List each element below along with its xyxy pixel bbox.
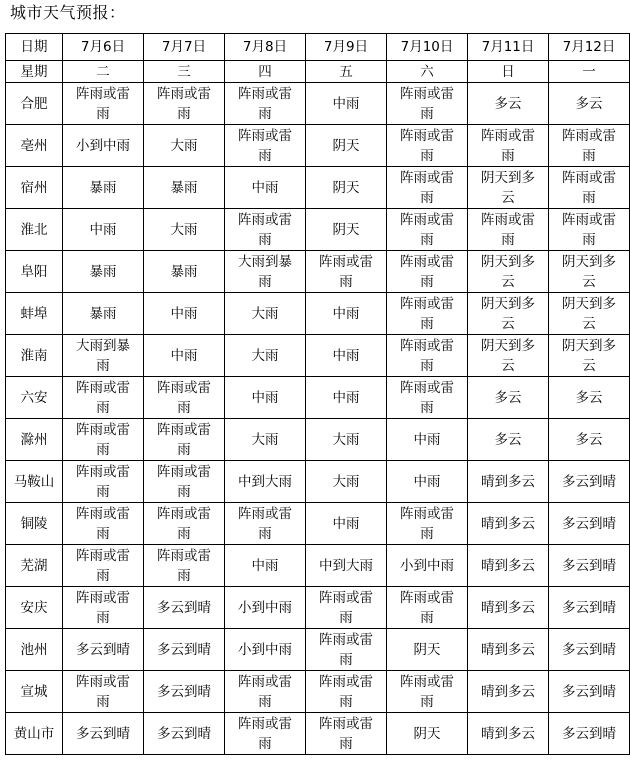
forecast-cell	[549, 461, 630, 503]
forecast-text: 多云到晴	[562, 683, 616, 700]
forecast-cell	[549, 251, 630, 293]
forecast-text: 阵雨或雷雨	[319, 715, 373, 752]
forecast-cell	[144, 293, 225, 335]
forecast-cell	[387, 125, 468, 167]
city-name: 合肥	[6, 83, 63, 125]
forecast-cell	[468, 461, 549, 503]
forecast-text: 大雨	[332, 473, 360, 490]
forecast-cell	[306, 251, 387, 293]
city-row	[6, 461, 630, 503]
forecast-text: 阴天	[413, 725, 441, 742]
forecast-cell	[549, 167, 630, 209]
forecast-text: 阵雨或雷雨	[157, 379, 211, 416]
forecast-cell	[144, 671, 225, 713]
forecast-cell	[549, 503, 630, 545]
city-row	[6, 167, 630, 209]
forecast-cell	[63, 671, 144, 713]
forecast-text: 阴天到多云	[562, 253, 616, 290]
forecast-text: 大雨	[251, 431, 279, 448]
forecast-text: 阵雨或雷雨	[319, 673, 373, 710]
forecast-text: 中雨	[251, 179, 279, 196]
forecast-text: 阵雨或雷雨	[562, 211, 616, 248]
city-name: 滁州	[6, 419, 63, 461]
forecast-text: 阵雨或雷雨	[400, 295, 454, 332]
date-corner-label: 日期	[6, 34, 63, 61]
forecast-text: 阵雨或雷雨	[238, 85, 292, 122]
forecast-text: 阵雨或雷雨	[76, 379, 130, 416]
forecast-text: 阵雨或雷雨	[76, 85, 130, 122]
forecast-text: 中到大雨	[319, 557, 373, 574]
forecast-text: 暴雨	[89, 179, 117, 196]
forecast-cell	[387, 545, 468, 587]
forecast-text: 中雨	[413, 431, 441, 448]
forecast-cell	[144, 461, 225, 503]
date-cell: 7月6日	[63, 34, 144, 61]
weekday-cell: 日	[468, 61, 549, 83]
forecast-cell	[63, 377, 144, 419]
forecast-text: 小到中雨	[76, 137, 130, 154]
forecast-cell	[306, 461, 387, 503]
forecast-text: 小到中雨	[238, 641, 292, 658]
forecast-cell	[144, 125, 225, 167]
city-row	[6, 209, 630, 251]
forecast-text: 中雨	[332, 515, 360, 532]
city-row	[6, 83, 630, 125]
forecast-cell	[468, 167, 549, 209]
forecast-text: 中雨	[332, 347, 360, 364]
forecast-cell	[468, 503, 549, 545]
forecast-text: 阵雨或雷雨	[400, 85, 454, 122]
forecast-cell	[144, 209, 225, 251]
forecast-cell	[387, 461, 468, 503]
forecast-text: 中雨	[413, 473, 441, 490]
city-row	[6, 251, 630, 293]
city-row	[6, 377, 630, 419]
forecast-cell	[306, 167, 387, 209]
forecast-text: 阵雨或雷雨	[76, 589, 130, 626]
forecast-text: 暴雨	[170, 263, 198, 280]
forecast-cell	[306, 209, 387, 251]
forecast-cell	[225, 83, 306, 125]
forecast-text: 阴天	[332, 137, 360, 154]
forecast-cell	[63, 209, 144, 251]
city-name: 六安	[6, 377, 63, 419]
forecast-text: 晴到多云	[481, 683, 535, 700]
forecast-text: 多云到晴	[157, 683, 211, 700]
forecast-cell	[549, 419, 630, 461]
forecast-text: 阵雨或雷雨	[319, 631, 373, 668]
forecast-text: 多云	[494, 95, 522, 112]
city-name: 宿州	[6, 167, 63, 209]
weekday-cell: 四	[225, 61, 306, 83]
forecast-cell	[63, 503, 144, 545]
forecast-cell	[225, 419, 306, 461]
forecast-cell	[468, 671, 549, 713]
forecast-cell	[468, 209, 549, 251]
forecast-text: 阵雨或雷雨	[76, 421, 130, 458]
forecast-cell	[144, 419, 225, 461]
forecast-text: 暴雨	[170, 179, 198, 196]
forecast-cell	[387, 335, 468, 377]
forecast-text: 阵雨或雷雨	[400, 589, 454, 626]
city-name: 芜湖	[6, 545, 63, 587]
forecast-text: 阵雨或雷雨	[400, 169, 454, 206]
forecast-cell	[63, 461, 144, 503]
forecast-cell	[306, 335, 387, 377]
forecast-text: 晴到多云	[481, 473, 535, 490]
forecast-cell	[468, 251, 549, 293]
forecast-text: 阵雨或雷雨	[319, 589, 373, 626]
forecast-text: 多云到晴	[157, 599, 211, 616]
forecast-text: 中雨	[332, 95, 360, 112]
forecast-text: 阴天到多云	[481, 337, 535, 374]
forecast-cell	[306, 125, 387, 167]
forecast-cell	[549, 83, 630, 125]
forecast-text: 阵雨或雷雨	[76, 673, 130, 710]
forecast-cell	[387, 83, 468, 125]
forecast-text: 阵雨或雷雨	[157, 85, 211, 122]
forecast-text: 小到中雨	[400, 557, 454, 574]
forecast-text: 多云	[494, 431, 522, 448]
weekday-cell: 一	[549, 61, 630, 83]
forecast-cell	[225, 251, 306, 293]
forecast-cell	[63, 419, 144, 461]
forecast-cell	[225, 125, 306, 167]
forecast-text: 阵雨或雷雨	[238, 673, 292, 710]
forecast-text: 阵雨或雷雨	[238, 505, 292, 542]
forecast-text: 晴到多云	[481, 557, 535, 574]
forecast-text: 阵雨或雷雨	[562, 169, 616, 206]
forecast-cell	[549, 629, 630, 671]
city-row	[6, 419, 630, 461]
date-cell: 7月7日	[144, 34, 225, 61]
forecast-text: 中雨	[170, 347, 198, 364]
forecast-cell	[306, 419, 387, 461]
forecast-text: 多云到晴	[157, 725, 211, 742]
forecast-cell	[63, 335, 144, 377]
forecast-text: 阵雨或雷雨	[481, 211, 535, 248]
forecast-text: 阴天到多云	[562, 295, 616, 332]
forecast-text: 晴到多云	[481, 641, 535, 658]
city-name: 黄山市	[6, 713, 63, 755]
forecast-text: 阵雨或雷雨	[157, 547, 211, 584]
forecast-text: 阵雨或雷雨	[157, 505, 211, 542]
date-cell: 7月10日	[387, 34, 468, 61]
forecast-text: 阴天到多云	[481, 253, 535, 290]
forecast-cell	[63, 83, 144, 125]
forecast-cell	[63, 713, 144, 755]
forecast-text: 多云	[575, 389, 603, 406]
forecast-cell	[144, 629, 225, 671]
city-row	[6, 671, 630, 713]
forecast-cell	[144, 503, 225, 545]
forecast-cell	[225, 377, 306, 419]
forecast-cell	[225, 461, 306, 503]
forecast-cell	[144, 167, 225, 209]
forecast-cell	[225, 293, 306, 335]
forecast-text: 中到大雨	[238, 473, 292, 490]
forecast-cell	[63, 545, 144, 587]
forecast-cell	[144, 251, 225, 293]
forecast-text: 小到中雨	[238, 599, 292, 616]
forecast-text: 多云到晴	[562, 641, 616, 658]
forecast-cell	[549, 209, 630, 251]
city-name: 宣城	[6, 671, 63, 713]
forecast-text: 多云到晴	[76, 641, 130, 658]
forecast-cell	[468, 713, 549, 755]
forecast-text: 阵雨或雷雨	[400, 337, 454, 374]
forecast-cell	[549, 545, 630, 587]
forecast-text: 阵雨或雷雨	[157, 463, 211, 500]
city-name: 阜阳	[6, 251, 63, 293]
forecast-text: 阵雨或雷雨	[76, 505, 130, 542]
forecast-text: 中雨	[251, 389, 279, 406]
forecast-text: 阴天	[332, 179, 360, 196]
city-name: 池州	[6, 629, 63, 671]
forecast-text: 多云到晴	[157, 641, 211, 658]
forecast-cell	[306, 629, 387, 671]
forecast-cell	[144, 377, 225, 419]
forecast-cell	[549, 293, 630, 335]
forecast-cell	[468, 293, 549, 335]
forecast-cell	[306, 671, 387, 713]
forecast-text: 多云到晴	[562, 557, 616, 574]
forecast-cell	[387, 587, 468, 629]
city-row	[6, 293, 630, 335]
date-cell: 7月12日	[549, 34, 630, 61]
date-cell: 7月11日	[468, 34, 549, 61]
forecast-text: 阵雨或雷雨	[562, 127, 616, 164]
forecast-cell	[144, 587, 225, 629]
city-name: 安庆	[6, 587, 63, 629]
forecast-cell	[549, 587, 630, 629]
forecast-cell	[468, 83, 549, 125]
forecast-text: 暴雨	[89, 305, 117, 322]
forecast-cell	[549, 713, 630, 755]
forecast-cell	[225, 335, 306, 377]
forecast-text: 阵雨或雷雨	[319, 253, 373, 290]
forecast-cell	[387, 671, 468, 713]
weekday-corner-label: 星期	[6, 61, 63, 83]
forecast-text: 中雨	[332, 305, 360, 322]
forecast-cell	[306, 545, 387, 587]
forecast-text: 阵雨或雷雨	[238, 211, 292, 248]
forecast-cell	[225, 671, 306, 713]
forecast-text: 阵雨或雷雨	[157, 421, 211, 458]
forecast-text: 中雨	[251, 557, 279, 574]
forecast-cell	[387, 377, 468, 419]
forecast-cell	[387, 713, 468, 755]
forecast-cell	[387, 629, 468, 671]
date-cell: 7月9日	[306, 34, 387, 61]
forecast-cell	[468, 335, 549, 377]
forecast-cell	[225, 167, 306, 209]
forecast-text: 阴天到多云	[481, 169, 535, 206]
forecast-cell	[63, 251, 144, 293]
forecast-cell	[468, 377, 549, 419]
forecast-text: 暴雨	[89, 263, 117, 280]
forecast-cell	[306, 503, 387, 545]
forecast-cell	[225, 545, 306, 587]
forecast-cell	[306, 293, 387, 335]
forecast-cell	[225, 587, 306, 629]
city-row	[6, 713, 630, 755]
city-row	[6, 545, 630, 587]
forecast-cell	[63, 167, 144, 209]
forecast-cell	[387, 167, 468, 209]
city-name: 铜陵	[6, 503, 63, 545]
forecast-cell	[306, 377, 387, 419]
forecast-text: 阵雨或雷雨	[400, 211, 454, 248]
forecast-text: 大雨	[170, 137, 198, 154]
forecast-cell	[63, 587, 144, 629]
forecast-text: 多云到晴	[76, 725, 130, 742]
forecast-cell	[225, 209, 306, 251]
forecast-cell	[306, 83, 387, 125]
forecast-text: 阵雨或雷雨	[481, 127, 535, 164]
forecast-cell	[306, 713, 387, 755]
forecast-cell	[468, 587, 549, 629]
forecast-cell	[63, 125, 144, 167]
forecast-cell	[144, 335, 225, 377]
forecast-text: 多云到晴	[562, 515, 616, 532]
forecast-text: 大雨	[170, 221, 198, 238]
forecast-cell	[387, 419, 468, 461]
forecast-text: 阵雨或雷雨	[400, 673, 454, 710]
forecast-text: 阴天到多云	[562, 337, 616, 374]
forecast-text: 中雨	[332, 389, 360, 406]
city-name: 淮北	[6, 209, 63, 251]
forecast-text: 多云	[494, 389, 522, 406]
forecast-text: 阴天	[332, 221, 360, 238]
city-name: 亳州	[6, 125, 63, 167]
forecast-cell	[468, 629, 549, 671]
page-title: 城市天气预报：	[10, 3, 126, 22]
date-header-row	[6, 34, 630, 61]
forecast-text: 晴到多云	[481, 515, 535, 532]
forecast-text: 晴到多云	[481, 725, 535, 742]
forecast-cell	[225, 503, 306, 545]
forecast-text: 多云到晴	[562, 725, 616, 742]
forecast-cell	[549, 671, 630, 713]
forecast-text: 多云到晴	[562, 473, 616, 490]
forecast-text: 大雨到暴雨	[238, 253, 292, 290]
forecast-text: 阵雨或雷雨	[76, 463, 130, 500]
forecast-text: 大雨	[251, 347, 279, 364]
weekday-cell: 六	[387, 61, 468, 83]
city-row	[6, 335, 630, 377]
forecast-text: 阴天	[413, 641, 441, 658]
forecast-text: 阵雨或雷雨	[400, 505, 454, 542]
date-cell: 7月8日	[225, 34, 306, 61]
forecast-cell	[468, 545, 549, 587]
forecast-cell	[549, 125, 630, 167]
city-name: 蚌埠	[6, 293, 63, 335]
forecast-cell	[468, 125, 549, 167]
forecast-text: 阵雨或雷雨	[238, 715, 292, 752]
weekday-row	[6, 61, 630, 83]
forecast-cell	[225, 713, 306, 755]
city-row	[6, 125, 630, 167]
forecast-text: 晴到多云	[481, 599, 535, 616]
weekday-cell: 五	[306, 61, 387, 83]
forecast-cell	[306, 587, 387, 629]
forecast-text: 阵雨或雷雨	[400, 253, 454, 290]
city-row	[6, 503, 630, 545]
forecast-text: 大雨	[251, 305, 279, 322]
forecast-cell	[549, 377, 630, 419]
weekday-cell: 三	[144, 61, 225, 83]
forecast-text: 多云	[575, 431, 603, 448]
forecast-cell	[63, 629, 144, 671]
forecast-text: 多云	[575, 95, 603, 112]
forecast-cell	[387, 503, 468, 545]
forecast-text: 阵雨或雷雨	[400, 127, 454, 164]
forecast-cell	[144, 713, 225, 755]
city-name: 淮南	[6, 335, 63, 377]
forecast-text: 中雨	[170, 305, 198, 322]
forecast-text: 大雨	[332, 431, 360, 448]
forecast-cell	[144, 83, 225, 125]
forecast-text: 阵雨或雷雨	[76, 547, 130, 584]
forecast-cell	[387, 251, 468, 293]
forecast-text: 中雨	[89, 221, 117, 238]
forecast-cell	[468, 419, 549, 461]
forecast-text: 阵雨或雷雨	[400, 379, 454, 416]
forecast-cell	[63, 293, 144, 335]
city-name: 马鞍山	[6, 461, 63, 503]
forecast-text: 多云到晴	[562, 599, 616, 616]
forecast-cell	[225, 629, 306, 671]
weekday-cell: 二	[63, 61, 144, 83]
city-row	[6, 629, 630, 671]
forecast-text: 大雨到暴雨	[76, 337, 130, 374]
forecast-cell	[549, 335, 630, 377]
forecast-cell	[144, 545, 225, 587]
forecast-text: 阵雨或雷雨	[238, 127, 292, 164]
forecast-table	[5, 33, 630, 755]
city-row	[6, 587, 630, 629]
forecast-cell	[387, 209, 468, 251]
forecast-text: 阴天到多云	[481, 295, 535, 332]
forecast-cell	[387, 293, 468, 335]
